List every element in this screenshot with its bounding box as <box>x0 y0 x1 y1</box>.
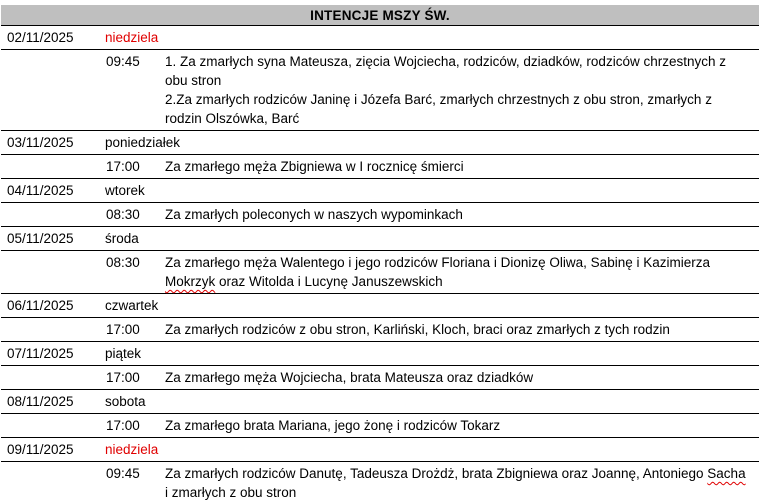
day-row <box>1 131 759 155</box>
day-row <box>1 342 759 366</box>
day-name: poniedziałek <box>99 131 759 155</box>
empty-cell <box>1 155 99 179</box>
intention-text: Za zmarłych poleconych w naszych wypominkach <box>165 205 751 224</box>
day-name: czwartek <box>99 294 759 318</box>
day-date: 08/11/2025 <box>1 390 99 414</box>
day-row <box>1 227 759 251</box>
day-date: 09/11/2025 <box>1 438 99 462</box>
mass-row <box>1 50 759 131</box>
mass-intentions-table <box>1 5 759 504</box>
day-name: wtorek <box>99 179 759 203</box>
table-title: INTENCJE MSZY ŚW. <box>1 5 759 26</box>
day-row <box>1 26 759 50</box>
empty-cell <box>1 462 99 504</box>
mass-time: 09:45 <box>99 50 165 131</box>
day-date: 02/11/2025 <box>1 26 99 50</box>
day-date: 05/11/2025 <box>1 227 99 251</box>
day-date: 04/11/2025 <box>1 179 99 203</box>
day-name: piątek <box>99 342 759 366</box>
mass-time: 08:30 <box>99 203 165 227</box>
spellcheck-flagged-word: Sacha <box>707 466 745 481</box>
mass-row <box>1 414 759 438</box>
intention-text: Za zmarłego męża Walentego i jego rodziców Floriana i Dionizę Oliwa, Sabinę i Kazimierza Mokrzyk oraz Witolda i Lucynę Januszewskich <box>165 253 751 291</box>
empty-cell <box>1 50 99 131</box>
mass-intention <box>165 203 759 227</box>
intention-text: Za zmarłych rodziców Danutę, Tadeusza Drożdż, brata Zbigniewa oraz Joannę, Antoniego Sacha i zmarłych z obu stron <box>165 464 751 502</box>
table-header-row <box>1 5 759 26</box>
day-row <box>1 294 759 318</box>
spellcheck-flagged-word: Mokrzyk <box>165 274 215 289</box>
table-body <box>1 26 759 504</box>
empty-cell <box>1 203 99 227</box>
mass-row <box>1 155 759 179</box>
empty-cell <box>1 318 99 342</box>
intention-text: Za zmarłych rodziców z obu stron, Karliński, Kloch, braci oraz zmarłych z tych rodzin <box>165 320 751 339</box>
mass-row <box>1 251 759 294</box>
mass-intention <box>165 50 759 131</box>
day-name: niedziela <box>99 438 759 462</box>
mass-row <box>1 203 759 227</box>
mass-intention <box>165 366 759 390</box>
day-name: środa <box>99 227 759 251</box>
day-name: niedziela <box>99 26 759 50</box>
mass-intention <box>165 155 759 179</box>
mass-intention <box>165 318 759 342</box>
day-date: 03/11/2025 <box>1 131 99 155</box>
day-date: 07/11/2025 <box>1 342 99 366</box>
mass-intention <box>165 462 759 504</box>
empty-cell <box>1 414 99 438</box>
mass-row <box>1 318 759 342</box>
day-row <box>1 390 759 414</box>
day-row <box>1 179 759 203</box>
mass-row <box>1 366 759 390</box>
mass-time: 17:00 <box>99 366 165 390</box>
empty-cell <box>1 366 99 390</box>
mass-time: 09:45 <box>99 462 165 504</box>
mass-time: 17:00 <box>99 155 165 179</box>
day-row <box>1 438 759 462</box>
mass-time: 08:30 <box>99 251 165 294</box>
intention-text: Za zmarłego męża Zbigniewa w I rocznicę śmierci <box>165 157 751 176</box>
day-date: 06/11/2025 <box>1 294 99 318</box>
empty-cell <box>1 251 99 294</box>
intention-text: 1. Za zmarłych syna Mateusza, zięcia Wojciecha, rodziców, dziadków, rodziców chrzestnych z obu stron <box>165 52 751 90</box>
mass-intention <box>165 414 759 438</box>
mass-intention <box>165 251 759 294</box>
intention-text: 2.Za zmarłych rodziców Janinę i Józefa Barć, zmarłych chrzestnych z obu stron, zmarłych z rodzin Olszówka, Barć <box>165 90 751 128</box>
mass-row <box>1 462 759 504</box>
intention-text: Za zmarłego brata Mariana, jego żonę i rodziców Tokarz <box>165 416 751 435</box>
intention-text: Za zmarłego męża Wojciecha, brata Mateusza oraz dziadków <box>165 368 751 387</box>
mass-time: 17:00 <box>99 318 165 342</box>
mass-time: 17:00 <box>99 414 165 438</box>
day-name: sobota <box>99 390 759 414</box>
